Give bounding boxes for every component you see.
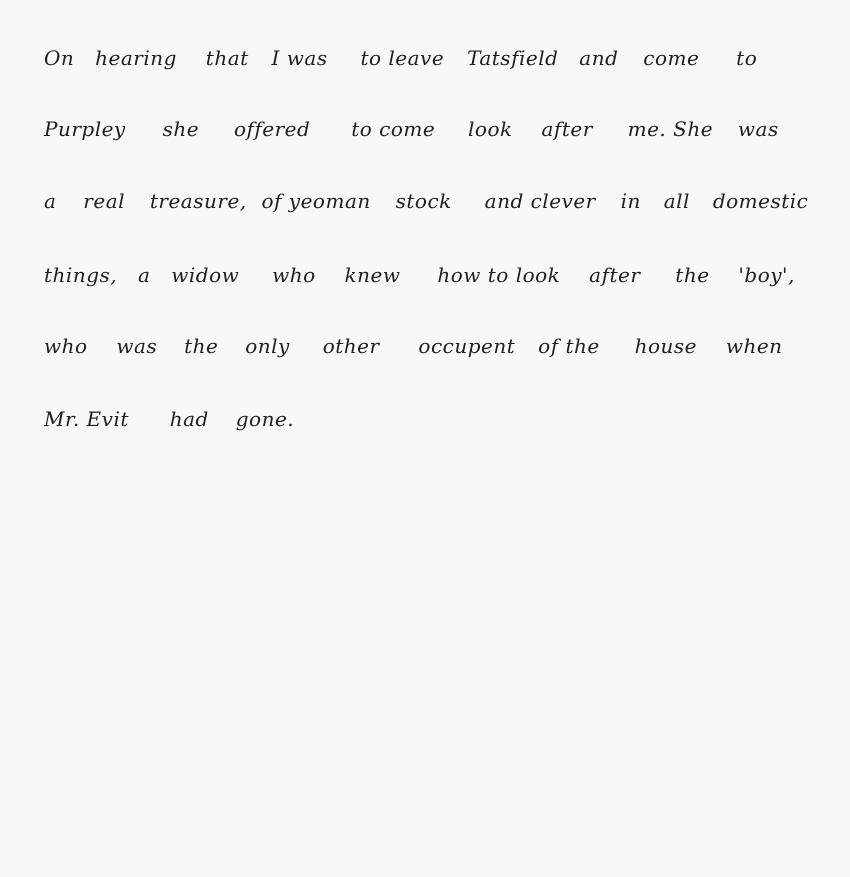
word: Purpley [44,117,126,141]
word: and [579,46,619,70]
word: domestic [712,189,809,213]
word: that [205,46,249,70]
word: to [736,46,758,70]
word: other [322,334,380,358]
word: of the [538,334,600,358]
text-line-3 [44,189,808,213]
word: she [162,117,200,141]
text-line-1 [44,46,758,70]
word: a [137,263,151,287]
text-line-6 [44,407,294,431]
word: knew [344,263,401,287]
word: after [589,263,641,287]
word: had [169,407,209,431]
text-line-5 [44,334,783,358]
word: stock [395,189,452,213]
word: was [116,334,158,358]
word: offered [233,117,311,141]
word: only [245,334,290,358]
word: the [675,263,710,287]
word: treasure, [149,189,247,213]
word: of yeoman [261,189,371,213]
text-line-4 [44,263,795,287]
word: I was [271,46,328,70]
word: widow [171,263,240,287]
word: and clever [484,189,596,213]
word: after [541,117,593,141]
word: things, [44,263,118,287]
word: occupent [418,334,516,358]
text-line-2 [44,117,779,141]
word: a [44,189,57,213]
word: was [737,117,779,141]
word: who [44,334,88,358]
word: Mr. Evit [44,407,129,431]
word: On [44,46,75,70]
word: in [620,189,641,213]
word: come [643,46,700,70]
word: house [634,334,697,358]
word: me. She [627,117,714,141]
word: to leave [360,46,445,70]
word: real [83,189,126,213]
word: how to look [437,263,561,287]
word: 'boy', [738,263,795,287]
word: the [184,334,219,358]
word: all [663,189,690,213]
word: gone. [235,407,295,431]
word: who [272,263,316,287]
word: hearing [95,46,177,70]
word: to come [351,117,436,141]
word: when [725,334,783,358]
word: look [468,117,513,141]
word: Tatsfield [467,46,559,70]
